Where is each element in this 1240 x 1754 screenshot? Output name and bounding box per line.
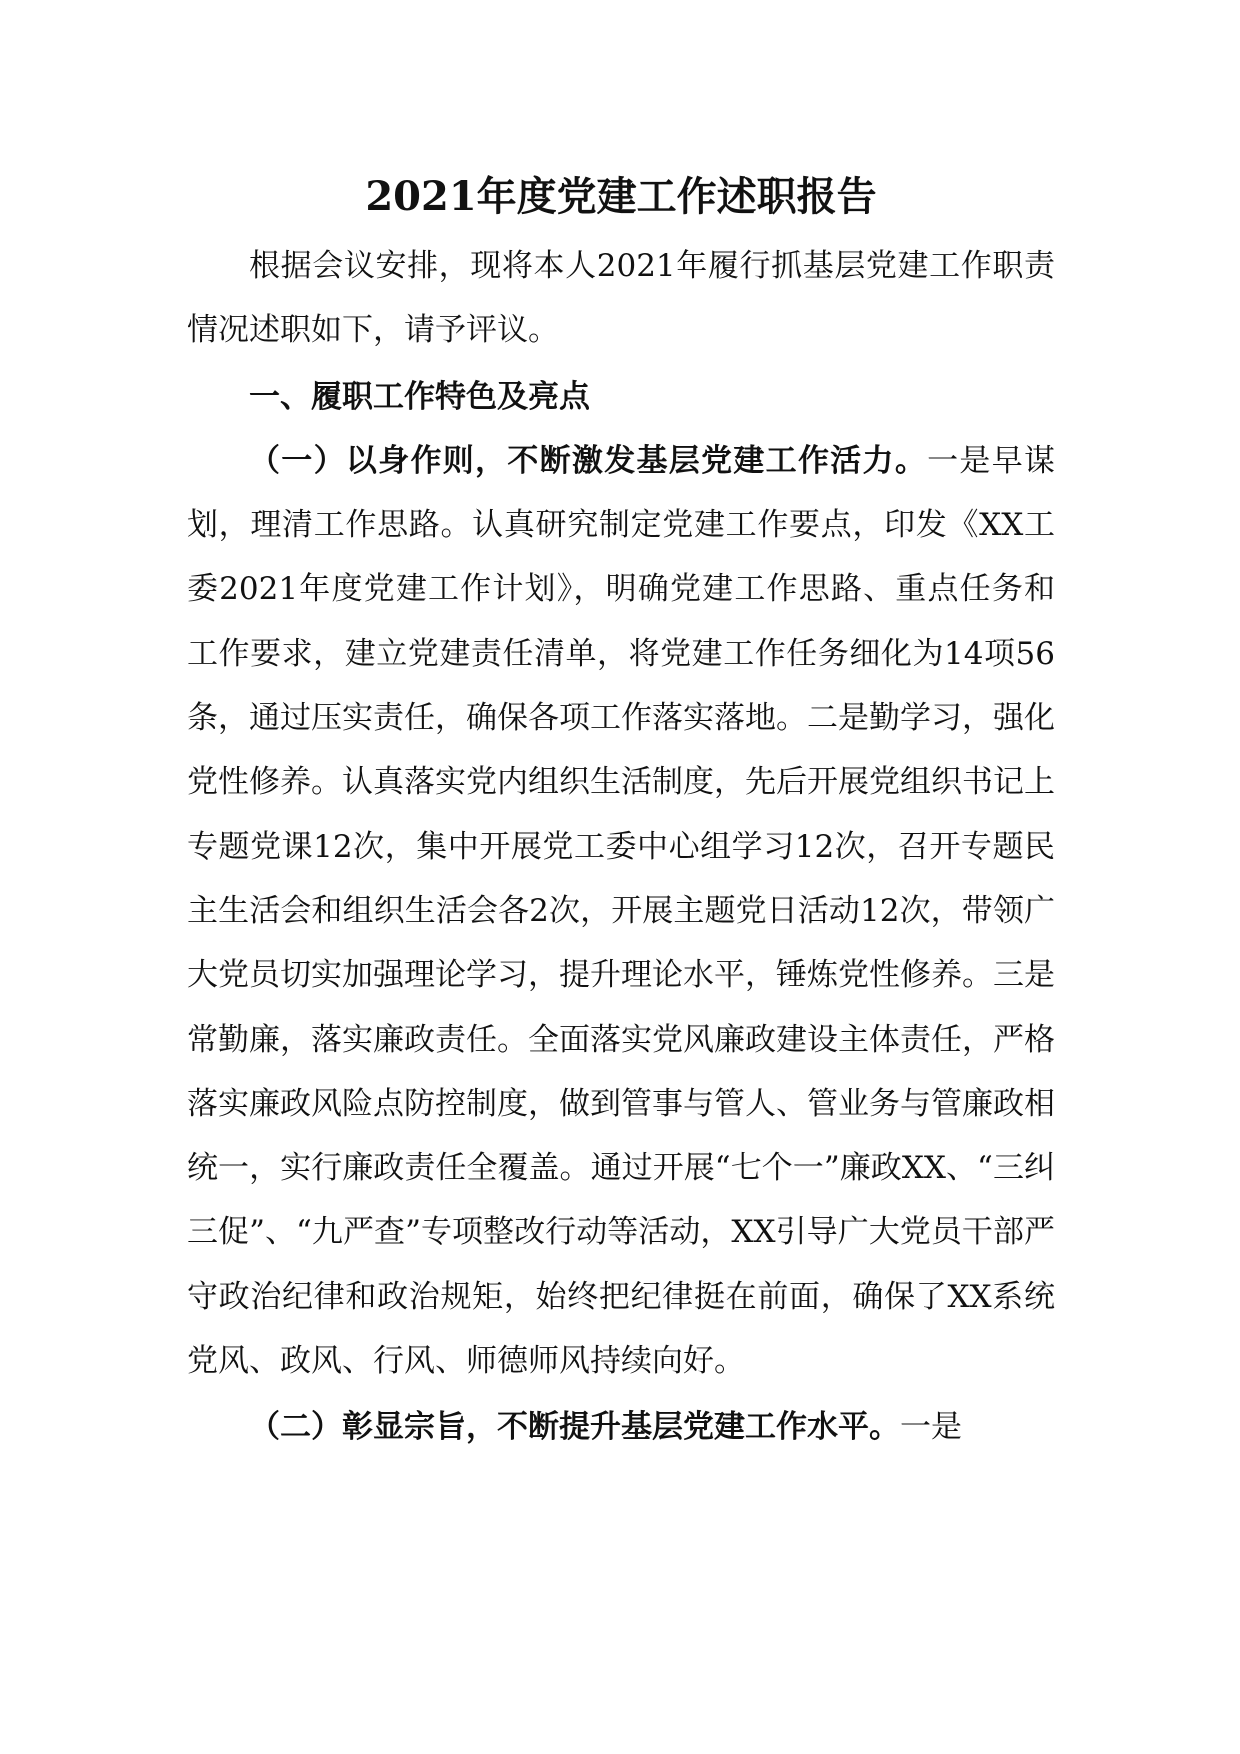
subsection-1-paragraph (187, 429, 1055, 1393)
section-heading: 一、履职工作特色及亮点 (249, 378, 590, 415)
subsection-1-body: 一是早谋划，理清工作思路。认真研究制定党建工作要点，印发《XX工委2021年度党建工作计划》，明确党建工作思路、重点任务和工作要求，建立党建责任清单，将党建工作任务细化为14项56条，通过压实责任，确保各项工作落实落地。二是勤学习，强化党性修养。认真落实党内组织生活制度，先后开展党组织书记上专题党课12次，集中开展党工委中心组学习12次，召开专题民主生活会和组织生活会各2次，开展主题党日活动12次，带领广大党员切实加强理论学习，提升理论水平，锤炼党性修养。三是常勤廉，落实廉政责任。全面落实党风廉政建设主体责任，严格落实廉政风险点防控制度，做到管事与管人、管业务与管廉政相统一，实行廉政责任全覆盖。通过开展“七个一”廉政XX、“三纠三促”、“九严查”专项整改行动等活动，XX引导广大党员干部严守政治纪律和政治规矩，始终把纪律挺在前面，确保了XX系统党风、政风、行风、师德师风持续向好。 (187, 442, 1055, 1380)
subsection-2-body: 一是 (900, 1409, 962, 1446)
subsection-2-heading: （二）彰显宗旨，不断提升基层党建工作水平。 (249, 1409, 900, 1446)
subsection-2-paragraph (187, 1395, 1055, 1459)
page-title: 2021年度党建工作述职报告 (365, 173, 877, 220)
intro-paragraph: 根据会议安排，现将本人2021年履行抓基层党建工作职责情况述职如下，请予评议。 (187, 248, 1055, 349)
subsection-1-heading: （一）以身作则，不断激发基层党建工作活力。 (249, 442, 928, 479)
document-body (187, 160, 1055, 1460)
